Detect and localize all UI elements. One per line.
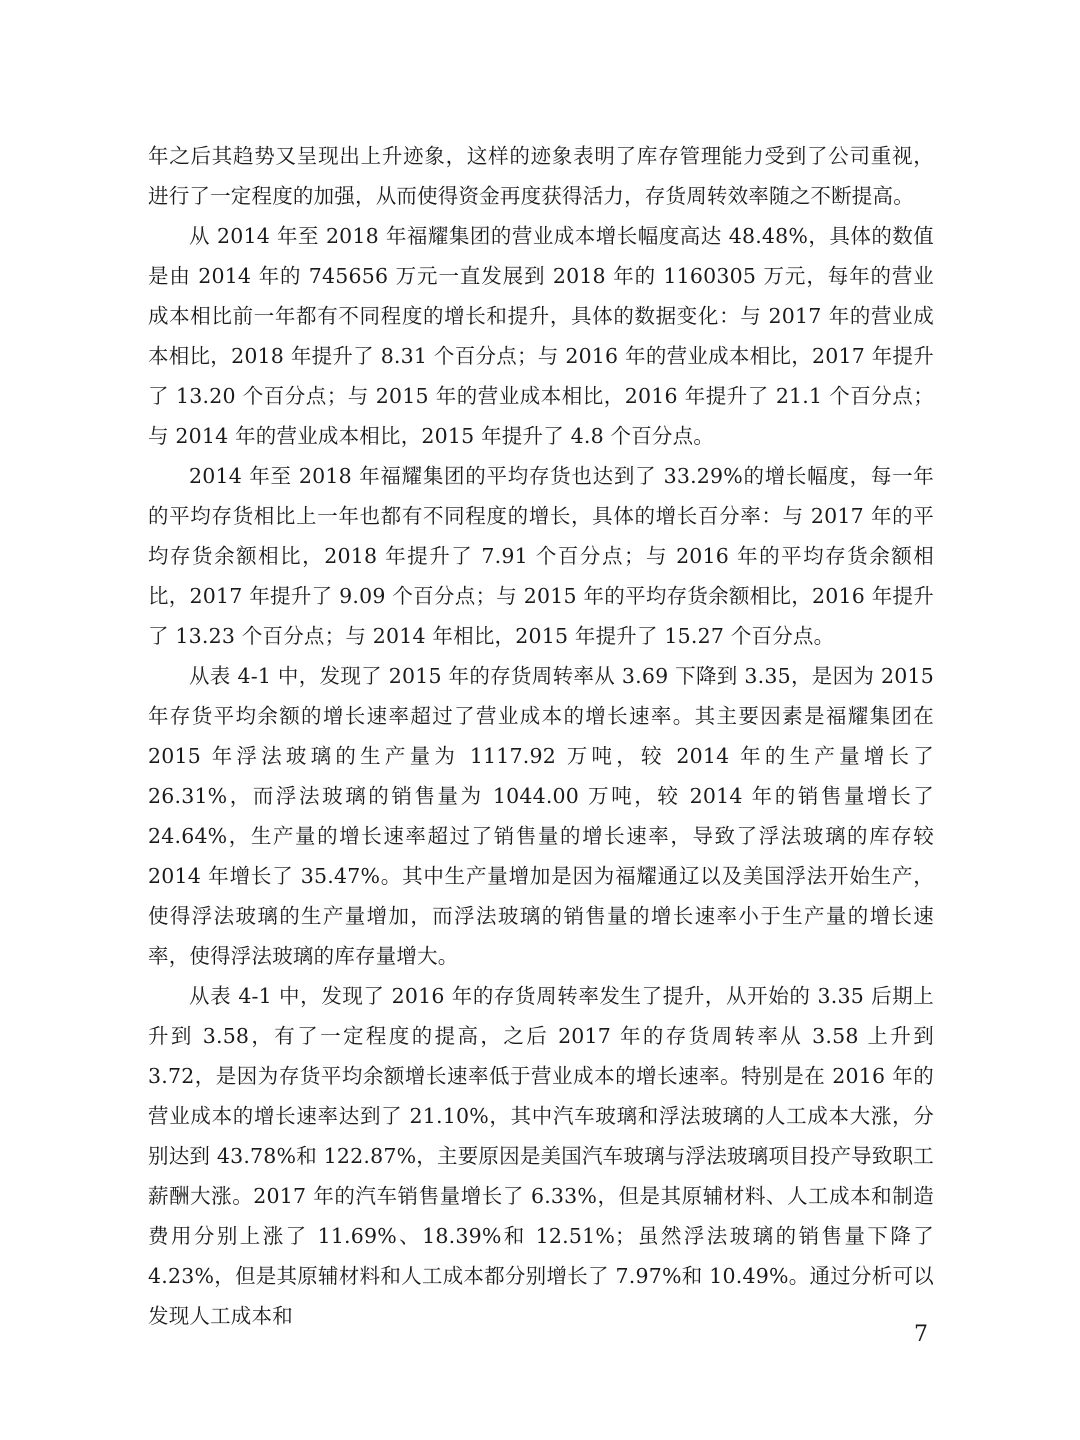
body-text [148,136,934,1336]
paragraph-average-inventory: 2014 年至 2018 年福耀集团的平均存货也达到了 33.29%的增长幅度，每一年的平均存货相比上一年也都有不同程度的增长，具体的增长百分率：与 2017 年的平均存货余额相比，2018 年提升了 7.91 个百分点；与 2016 年的平均存货余额相比，2017 年提升了 9.09 个百分点；与 2015 年的平均存货余额相比，2016 年提升了 13.23 个百分点；与 2014 年相比，2015 年提升了 15.27 个百分点。 [148,464,934,648]
paragraph-continuation: 年之后其趋势又呈现出上升迹象，这样的迹象表明了库存管理能力受到了公司重视，进行了一定程度的加强，从而使得资金再度获得活力，存货周转效率随之不断提高。 [148,144,934,208]
paragraph-operating-cost: 从 2014 年至 2018 年福耀集团的营业成本增长幅度高达 48.48%，具体的数值是由 2014 年的 745656 万元一直发展到 2018 年的 1160305 万元，每年的营业成本相比前一年都有不同程度的增长和提升，具体的数据变化：与 2017 年的营业成本相比，2018 年提升了 8.31 个百分点；与 2016 年的营业成本相比，2017 年提升了 13.20 个百分点；与 2015 年的营业成本相比，2016 年提升了 21.1 个百分点；与 2014 年的营业成本相比，2015 年提升了 4.8 个百分点。 [148,224,934,448]
page-number: 7 [914,1322,928,1347]
paragraph-2015-turnover: 从表 4-1 中，发现了 2015 年的存货周转率从 3.69 下降到 3.35，是因为 2015 年存货平均余额的增长速率超过了营业成本的增长速率。其主要因素是福耀集团在 2015 年浮法玻璃的生产量为 1117.92 万吨，较 2014 年的生产量增长了 26.31%，而浮法玻璃的销售量为 1044.00 万吨，较 2014 年的销售量增长了 24.64%，生产量的增长速率超过了销售量的增长速率，导致了浮法玻璃的库存较 2014 年增长了 35.47%。其中生产量增加是因为福耀通辽以及美国浮法开始生产，使得浮法玻璃的生产量增加，而浮法玻璃的销售量的增长速率小于生产量的增长速率，使得浮法玻璃的库存量增大。 [148,664,934,968]
paragraph-2016-2017-turnover: 从表 4-1 中，发现了 2016 年的存货周转率发生了提升，从开始的 3.35 后期上升到 3.58，有了一定程度的提高，之后 2017 年的存货周转率从 3.58 上升到 3.72，是因为存货平均余额增长速率低于营业成本的增长速率。特别是在 2016 年的营业成本的增长速率达到了 21.10%，其中汽车玻璃和浮法玻璃的人工成本大涨，分别达到 43.78%和 122.87%，主要原因是美国汽车玻璃与浮法玻璃项目投产导致职工薪酬大涨。2017 年的汽车销售量增长了 6.33%，但是其原辅材料、人工成本和制造费用分别上涨了 11.69%、18.39%和 12.51%；虽然浮法玻璃的销售量下降了 4.23%，但是其原辅材料和人工成本都分别增长了 7.97%和 10.49%。通过分析可以发现人工成本和 [148,984,934,1328]
